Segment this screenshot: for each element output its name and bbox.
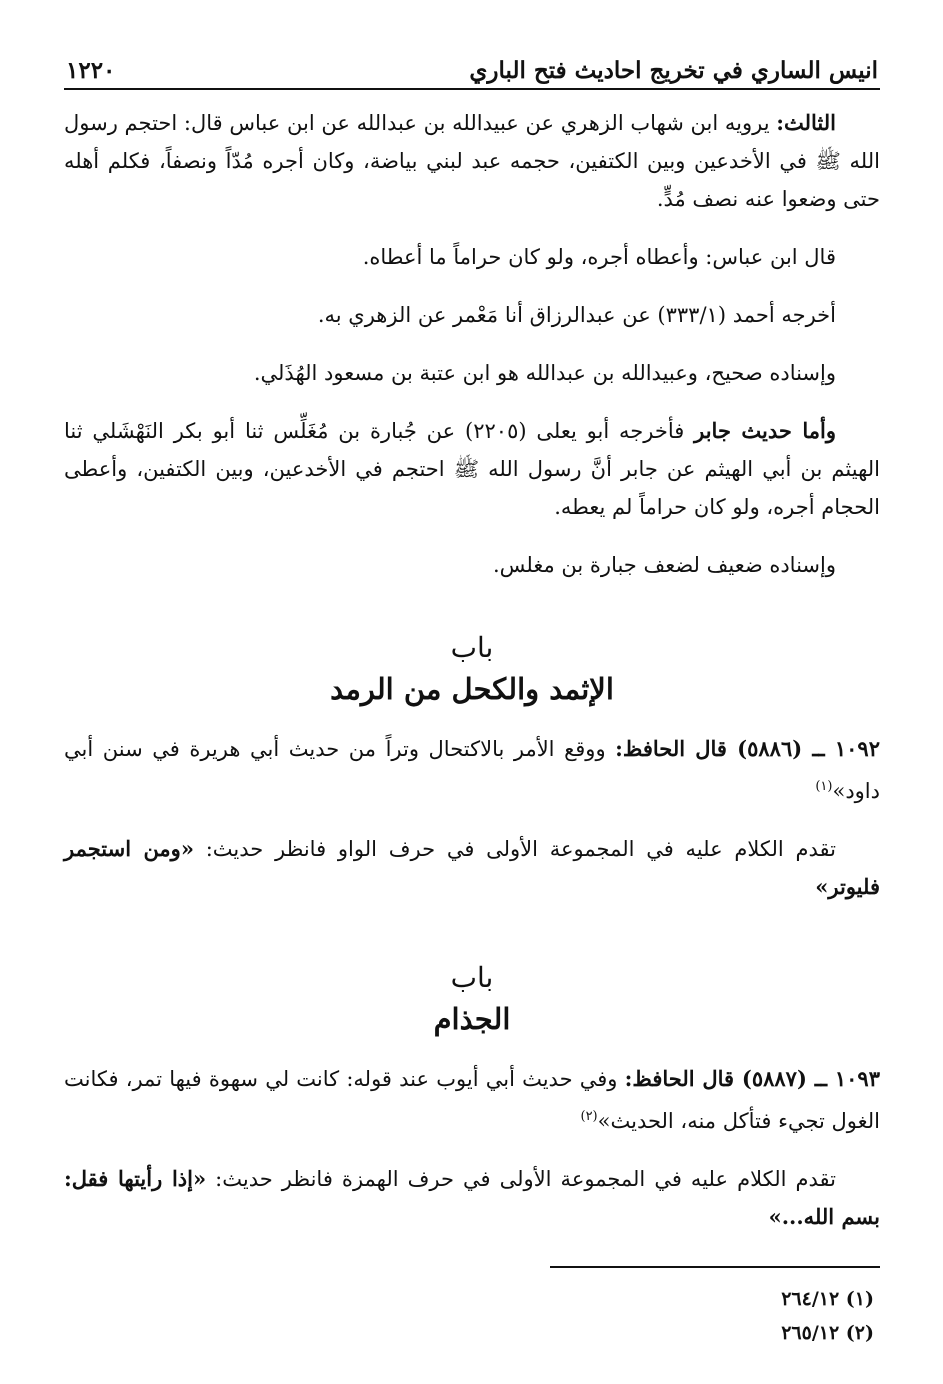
paragraph-isnad-sahih: وإسناده صحيح، وعبيدالله بن عبدالله هو ابن عتبة بن مسعود الهُذَلي. [253,361,836,385]
paragraph-ibn-abbas: قال ابن عباس: وأعطاه أجره، ولو كان حراماً ما أعطاه. [362,245,836,269]
hadith-reference: «إذا رأيتها فقل: بسم الله...» [64,1166,880,1229]
paragraph-see-hadith-2 [64,1160,880,1236]
entry-lead: ١٠٩٢ ــ (٥٨٨٦) قال الحافظ: [615,736,880,761]
paragraph-lead: الثالث: [776,110,836,135]
hadith-reference: «ومن استجمر فليوتر» [64,836,880,899]
footnote-rule [550,1266,880,1268]
paragraph-third-narration [64,104,880,218]
section-label: باب [450,961,494,994]
running-header [64,40,880,88]
paragraph-text: تقدم الكلام عليه في المجموعة الأولى في حرف الواو فانظر حديث: [193,837,836,861]
entry-1092 [64,730,880,810]
section-title: الجذام [433,1002,511,1036]
document-page [64,40,880,1350]
paragraph-text: يرويه ابن شهاب الزهري عن عبيدالله بن عبدالله عن ابن عباس قال: احتجم رسول الله ﷺ في الأخدعين وبين الكتفين، حجمه عبد لبني بياضة، وكان أجره مُدّاً ونصفاً، فكلم أهله حتى وضعوا عنه نصف مُدٍّ. [64,111,880,211]
paragraph-see-hadith-1 [64,830,880,906]
paragraph-text: فأخرجه أبو يعلى (٢٢٠٥) عن جُبارة بن مُغَلِّس ثنا أبو بكر النَهْشَلي ثنا الهيثم بن أبي الهيثم عن جابر أنَّ رسول الله ﷺ احتجم في الأخدعين، وبين الكتفين، وأعطى الحجام أجره، ولو كان حراماً لم يعطه. [64,419,880,519]
book-title: انيس الساري في تخريج احاديث فتح الباري [469,57,878,84]
entry-text: وفي حديث أبي أيوب عند قوله: كانت لي سهوة فيها تمر، فكانت الغول تجيء فتأكل منه، الحديث» [64,1067,880,1133]
paragraph-ahmad: أخرجه أحمد (٣٣٣/١) عن عبدالرزاق أنا مَعْمر عن الزهري به. [317,303,836,327]
page-number: ١٢٢٠ [66,57,116,84]
footnote-2: (٢) ٢٦٥/١٢ [781,1322,874,1344]
section-label: باب [450,631,494,664]
paragraph-text: تقدم الكلام عليه في المجموعة الأولى في حرف الهمزة فانظر حديث: [206,1167,836,1191]
footnote-ref: (٢) [580,1109,598,1124]
footnote-1: (١) ٢٦٤/١٢ [781,1288,874,1310]
section-title: الإثمد والكحل من الرمد [330,672,614,706]
footnote-ref: (١) [815,779,833,794]
paragraph-jabir [64,412,880,526]
entry-text: ووقع الأمر بالاكتحال وتراً من حديث أبي هريرة في سنن أبي داود» [64,737,880,803]
paragraph-isnad-daif: وإسناده ضعيف لضعف جبارة بن مغلس. [492,553,836,577]
paragraph-lead: وأما حديث جابر [694,418,836,443]
entry-1093 [64,1060,880,1140]
entry-lead: ١٠٩٣ ــ (٥٨٨٧) قال الحافظ: [624,1066,880,1091]
